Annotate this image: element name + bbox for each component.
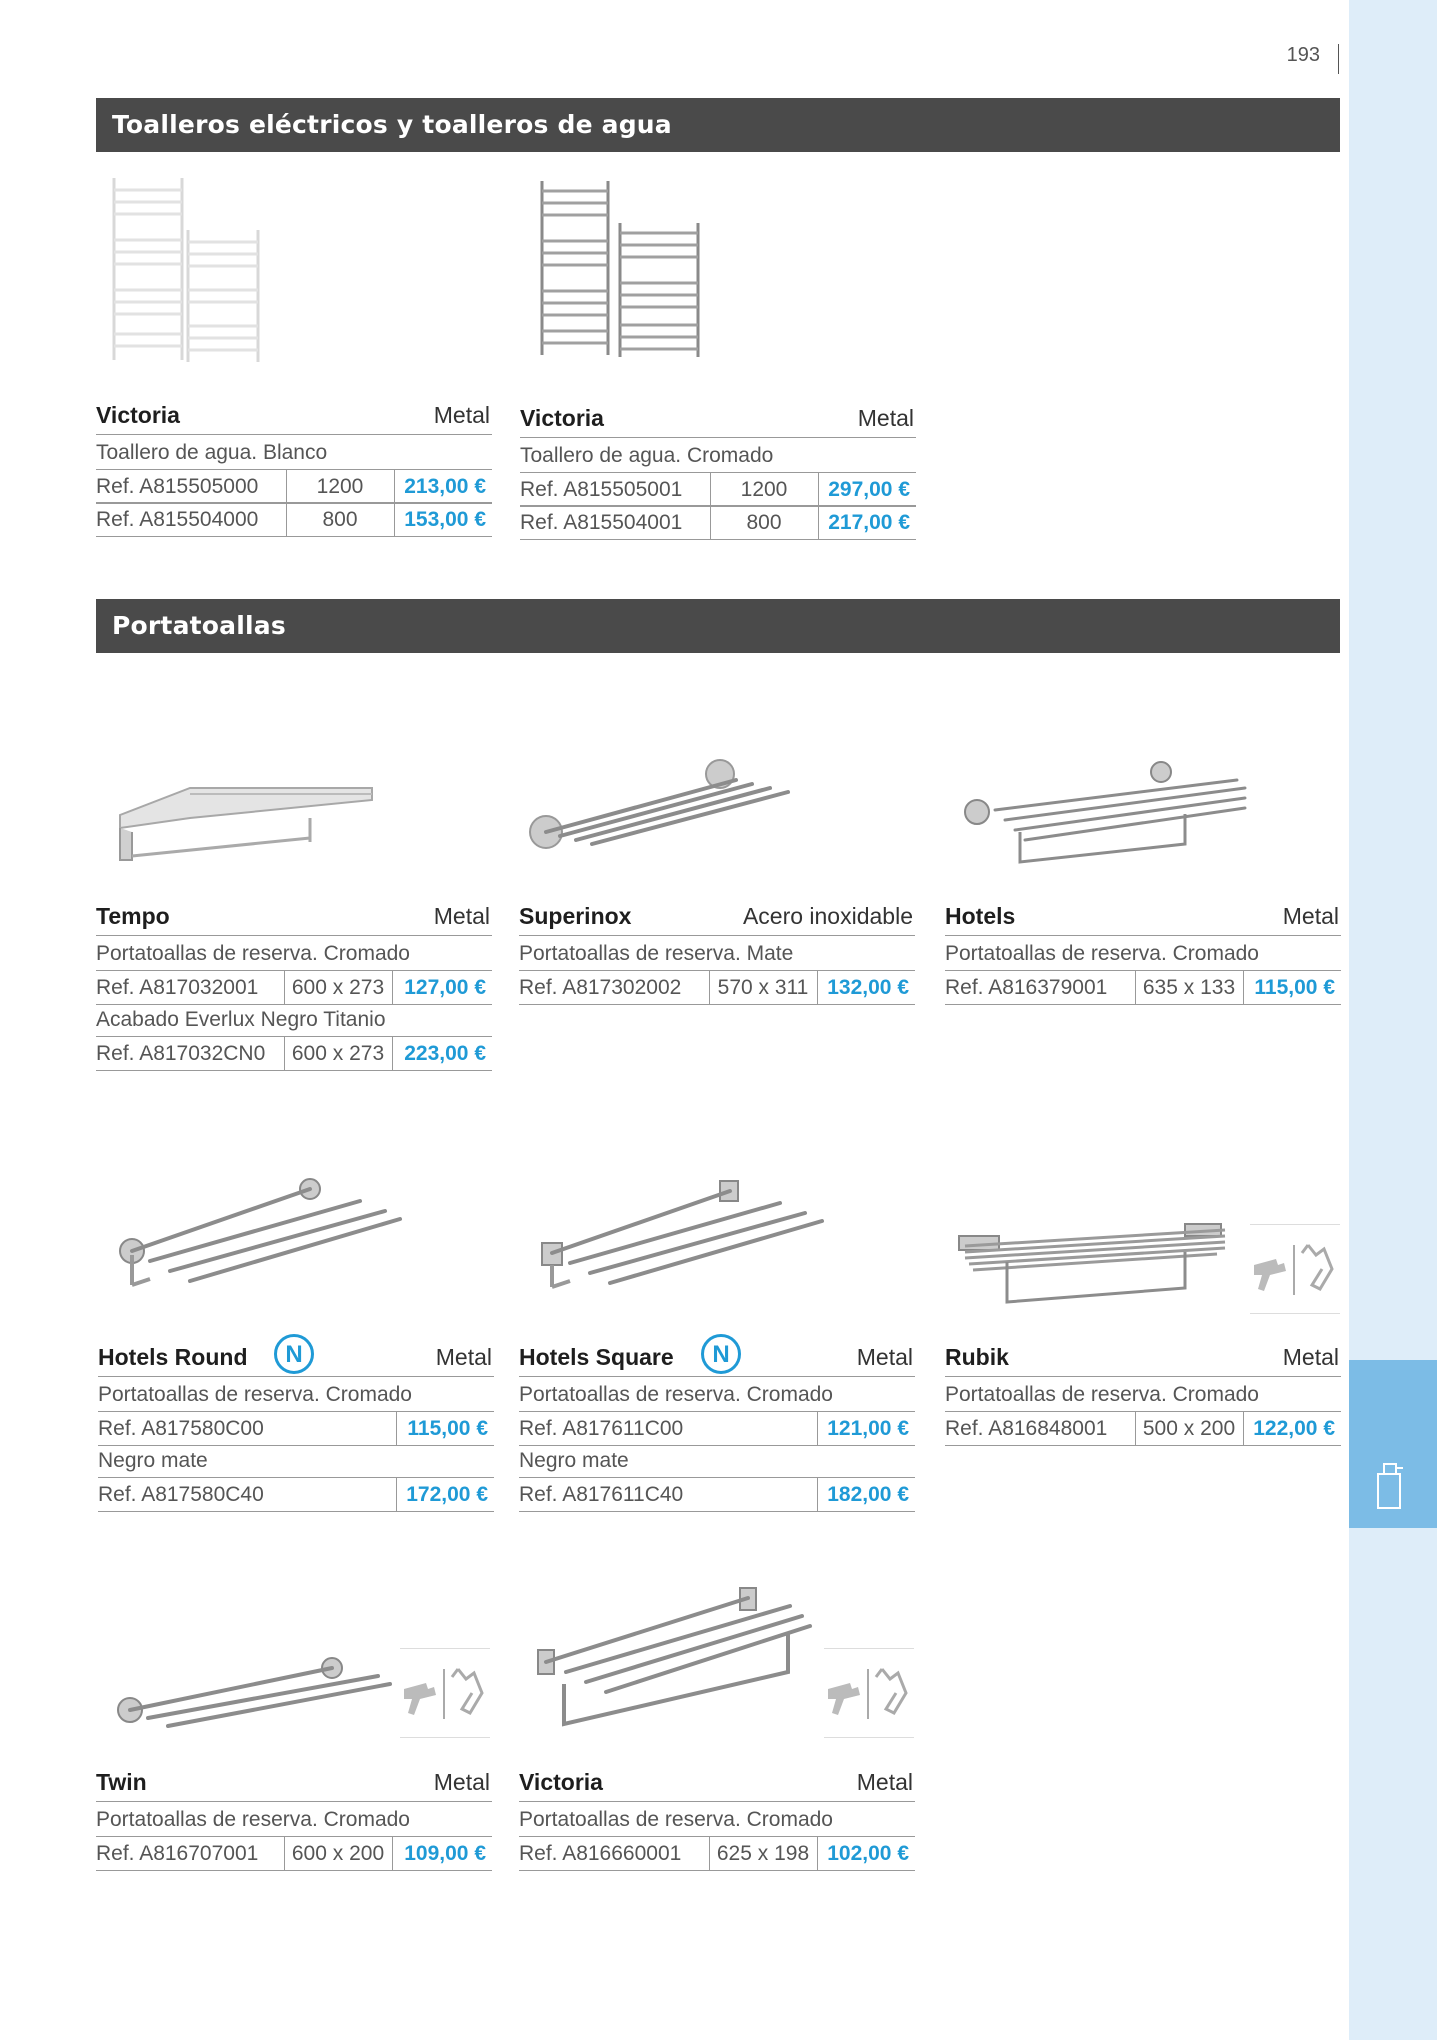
ref-cell: Ref. A817580C40 xyxy=(98,1483,264,1506)
product-material: Metal xyxy=(857,405,914,431)
product-image-victoria-chrome xyxy=(530,175,710,375)
product-name: Victoria xyxy=(520,405,604,431)
dimension-cell: 800 xyxy=(710,506,817,539)
table-row xyxy=(96,469,492,504)
price-cell: 122,00 € xyxy=(1243,1412,1341,1445)
table-row xyxy=(96,502,492,537)
price-cell: 217,00 € xyxy=(818,506,916,539)
table-row xyxy=(96,970,492,1005)
ref-cell: Ref. A815504001 xyxy=(520,511,683,534)
product-material: Metal xyxy=(856,1344,913,1370)
product-header xyxy=(519,903,915,936)
dimension-cell: 1200 xyxy=(710,473,817,506)
price-cell: 132,00 € xyxy=(817,971,915,1004)
price-cell: 115,00 € xyxy=(1243,971,1341,1004)
bathroom-accessory-icon xyxy=(1375,1462,1405,1510)
dimension-cell: 1200 xyxy=(286,470,393,503)
ref-cell: Ref. A817611C00 xyxy=(519,1417,684,1440)
product-name: Tempo xyxy=(96,903,170,929)
price-cell: 172,00 € xyxy=(396,1478,494,1511)
price-cell: 153,00 € xyxy=(394,503,492,536)
product-description: Portatoallas de reserva. Cromado xyxy=(96,1808,410,1831)
product-name: Twin xyxy=(96,1769,147,1795)
product-material: Metal xyxy=(433,402,490,428)
dimension-cell: 635 x 133 xyxy=(1135,971,1242,1004)
product-header xyxy=(520,405,916,438)
price-cell: 127,00 € xyxy=(392,971,492,1004)
product-header xyxy=(519,1341,915,1377)
product-header xyxy=(96,402,492,435)
table-row xyxy=(520,472,916,507)
product-name: Hotels Square xyxy=(519,1344,674,1370)
product-image-hotels-round xyxy=(110,1175,410,1310)
dimension-cell: 625 x 198 xyxy=(709,1837,816,1870)
ref-cell: Ref. A816379001 xyxy=(945,976,1108,999)
product-description: Portatoallas de reserva. Cromado xyxy=(945,942,1259,965)
page-number: 193 xyxy=(1286,44,1320,66)
ref-cell: Ref. A816707001 xyxy=(96,1842,259,1865)
product-description: Portatoallas de reserva. Cromado xyxy=(519,1808,833,1831)
product-material: Metal xyxy=(856,1769,913,1795)
category-tab[interactable] xyxy=(1349,1360,1437,1528)
product-description: Toallero de agua. Blanco xyxy=(96,441,328,464)
price-cell: 115,00 € xyxy=(396,1412,494,1445)
table-row xyxy=(945,1411,1341,1446)
table-row xyxy=(519,1411,915,1446)
installation-drill-adhesive-icon xyxy=(400,1648,490,1738)
product-image-victoria-rack xyxy=(530,1580,820,1735)
product-name: Superinox xyxy=(519,903,632,929)
table-row xyxy=(519,1477,915,1512)
table-row xyxy=(519,970,915,1005)
product-material: Metal xyxy=(435,1344,492,1370)
product-image-hotels xyxy=(955,750,1255,875)
product-name: Victoria xyxy=(96,402,180,428)
ref-cell: Ref. A817032001 xyxy=(96,976,259,999)
product-finish-note: Negro mate xyxy=(519,1449,629,1472)
product-finish-note: Negro mate xyxy=(98,1449,208,1472)
price-cell: 213,00 € xyxy=(394,470,492,503)
ref-cell: Ref. A817302002 xyxy=(519,976,682,999)
product-name: Hotels xyxy=(945,903,1016,929)
product-image-victoria-white xyxy=(100,170,270,375)
table-row xyxy=(98,1411,494,1446)
product-header xyxy=(945,1344,1341,1377)
price-cell: 182,00 € xyxy=(817,1478,915,1511)
product-header xyxy=(96,903,492,936)
product-description: Portatoallas de reserva. Cromado xyxy=(519,1383,833,1406)
product-material: Metal xyxy=(433,1769,490,1795)
product-header xyxy=(96,1769,492,1802)
price-cell: 109,00 € xyxy=(392,1837,492,1870)
product-description: Toallero de agua. Cromado xyxy=(520,444,774,467)
dimension-cell: 600 x 273 xyxy=(284,971,391,1004)
product-material: Metal xyxy=(433,903,490,929)
product-description: Portatoallas de reserva. Mate xyxy=(519,942,794,965)
product-name: Rubik xyxy=(945,1344,1009,1370)
product-material: Metal xyxy=(1282,1344,1339,1370)
installation-drill-adhesive-icon xyxy=(824,1648,914,1738)
side-strip xyxy=(1349,0,1437,2040)
product-description: Portatoallas de reserva. Cromado xyxy=(96,942,410,965)
product-header xyxy=(519,1769,915,1802)
dimension-cell: 600 x 273 xyxy=(284,1037,391,1070)
ref-cell: Ref. A816848001 xyxy=(945,1417,1108,1440)
table-row xyxy=(520,505,916,540)
dimension-cell: 800 xyxy=(286,503,393,536)
ref-cell: Ref. A817032CN0 xyxy=(96,1042,266,1065)
section-title-towel-warmers: Toalleros eléctricos y toalleros de agua xyxy=(96,98,1340,152)
table-row xyxy=(96,1836,492,1871)
product-finish-note: Acabado Everlux Negro Titanio xyxy=(96,1008,386,1031)
page-number-divider xyxy=(1338,44,1339,74)
product-image-superinox xyxy=(520,750,820,865)
product-material: Acero inoxidable xyxy=(742,903,913,929)
price-cell: 121,00 € xyxy=(817,1412,915,1445)
new-badge-icon: N xyxy=(274,1334,314,1374)
table-row xyxy=(945,970,1341,1005)
dimension-cell: 500 x 200 xyxy=(1135,1412,1242,1445)
ref-cell: Ref. A817611C40 xyxy=(519,1483,684,1506)
price-cell: 223,00 € xyxy=(392,1037,492,1070)
product-description: Portatoallas de reserva. Cromado xyxy=(98,1383,412,1406)
new-badge-icon: N xyxy=(701,1334,741,1374)
product-name: Hotels Round xyxy=(98,1344,248,1370)
product-image-hotels-square xyxy=(530,1175,830,1310)
product-image-tempo xyxy=(110,760,380,875)
table-row xyxy=(96,1036,492,1071)
ref-cell: Ref. A816660001 xyxy=(519,1842,682,1865)
product-image-rubik xyxy=(955,1210,1235,1325)
installation-drill-adhesive-icon xyxy=(1250,1224,1340,1314)
ref-cell: Ref. A817580C00 xyxy=(98,1417,264,1440)
product-header xyxy=(98,1341,494,1377)
ref-cell: Ref. A815505000 xyxy=(96,475,259,498)
product-description: Portatoallas de reserva. Cromado xyxy=(945,1383,1259,1406)
dimension-cell: 570 x 311 xyxy=(709,971,816,1004)
product-header xyxy=(945,903,1341,936)
dimension-cell: 600 x 200 xyxy=(284,1837,391,1870)
product-image-twin xyxy=(108,1648,398,1753)
product-material: Metal xyxy=(1282,903,1339,929)
table-row xyxy=(519,1836,915,1871)
product-name: Victoria xyxy=(519,1769,603,1795)
price-cell: 297,00 € xyxy=(818,473,916,506)
price-cell: 102,00 € xyxy=(817,1837,915,1870)
ref-cell: Ref. A815505001 xyxy=(520,478,683,501)
ref-cell: Ref. A815504000 xyxy=(96,508,259,531)
section-title-towel-racks: Portatoallas xyxy=(96,599,1340,653)
table-row xyxy=(98,1477,494,1512)
